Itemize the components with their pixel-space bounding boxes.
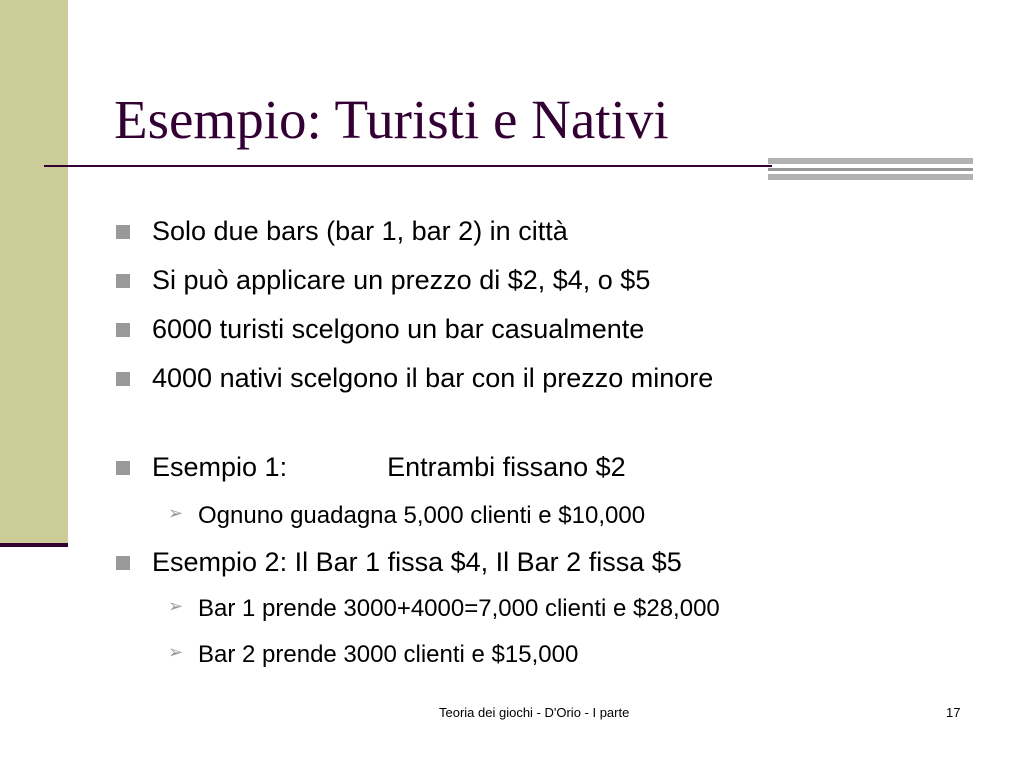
- example1-label: Esempio 1:: [152, 452, 288, 482]
- bullet-text: 4000 nativi scelgono il bar con il prezzo minore: [152, 363, 714, 393]
- example1-sub-item: [168, 502, 646, 529]
- arrow-bullet-icon: ➢: [168, 596, 184, 617]
- bullet-text: Solo due bars (bar 1, bar 2) in città: [152, 216, 568, 246]
- sub-bullet-text: Bar 1 prende 3000+4000=7,000 clienti e $28,000: [198, 595, 720, 622]
- square-bullet-icon: [116, 461, 130, 475]
- page-number: 17: [946, 705, 961, 720]
- sub-bullet-text: Bar 2 prende 3000 clienti e $15,000: [198, 641, 579, 668]
- example2-item: [152, 549, 682, 576]
- square-bullet-icon: [116, 323, 130, 337]
- square-bullet-icon: [116, 274, 130, 288]
- title-accent-bars: [768, 158, 973, 180]
- footer-text: Teoria dei giochi - D'Orio - I parte: [439, 705, 630, 720]
- arrow-bullet-icon: ➢: [168, 642, 184, 663]
- square-bullet-icon: [116, 225, 130, 239]
- title-rule: [44, 165, 772, 167]
- side-bar-rule: [0, 543, 68, 547]
- example2-text: Esempio 2: Il Bar 1 fissa $4, Il Bar 2 fissa $5: [152, 547, 682, 577]
- example1-text: Entrambi fissano $2: [387, 452, 626, 482]
- slide-title: Esempio: Turisti e Nativi: [114, 89, 669, 150]
- bullet-item: [152, 365, 713, 392]
- square-bullet-icon: [116, 372, 130, 386]
- example2-sub-item: [168, 595, 720, 622]
- example1-item: [152, 454, 626, 481]
- arrow-bullet-icon: ➢: [168, 503, 184, 524]
- bullet-item: [152, 218, 568, 245]
- sub-bullet-text: Ognuno guadagna 5,000 clienti e $10,000: [198, 502, 646, 529]
- bullet-text: Si può applicare un prezzo di $2, $4, o $5: [152, 265, 651, 295]
- bullet-text: 6000 turisti scelgono un bar casualmente: [152, 314, 645, 344]
- bullet-item: [152, 267, 650, 294]
- square-bullet-icon: [116, 556, 130, 570]
- decorative-side-bar: [0, 0, 68, 544]
- bullet-item: [152, 316, 644, 343]
- example2-sub-item: [168, 641, 579, 668]
